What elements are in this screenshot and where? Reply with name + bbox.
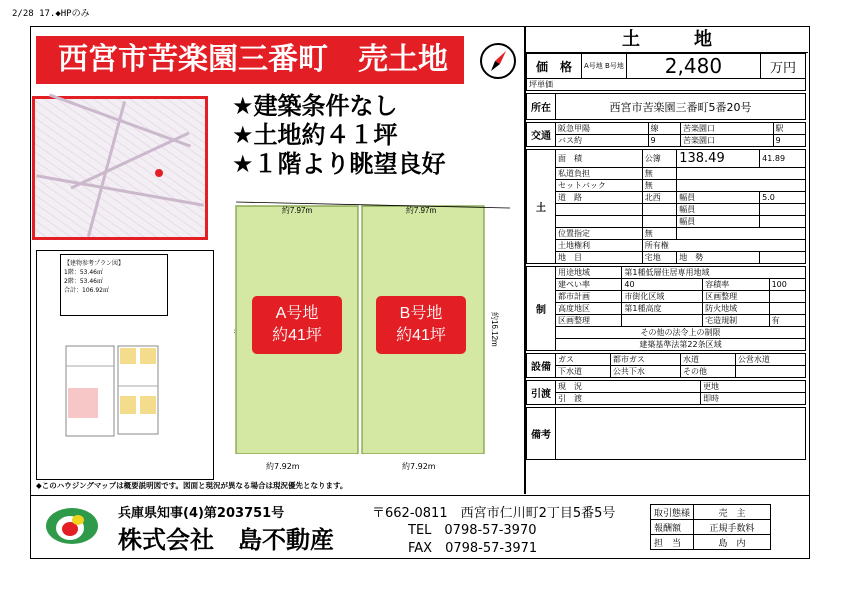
area-tsubo: 41.89 <box>760 150 806 168</box>
walk-min: 9 <box>773 135 806 147</box>
far-label: 容積率 <box>703 279 769 291</box>
sewage-label: 下水道 <box>556 366 611 378</box>
inland: 有 <box>769 315 805 327</box>
chimoku-value: 宅地 <box>642 252 676 264</box>
lot-a-bottom-dim-text: 約7.92m <box>266 462 300 471</box>
company-tel: TEL 0798-57-3970 <box>408 523 537 538</box>
compass-icon <box>480 43 516 79</box>
lot-a-side-dim <box>234 328 236 363</box>
lot-b-top-dim: 約7.97m <box>405 206 437 215</box>
city-plan: 市街化区域 <box>622 291 703 303</box>
price-value: 2,480 <box>626 54 760 79</box>
sewage: 公共下水 <box>610 366 680 378</box>
deal-fee-label: 報酬額 <box>651 520 694 535</box>
handover-sub: 引 渡 <box>556 393 701 405</box>
deal-type-label: 取引態様 <box>651 505 694 520</box>
floor-plan-drawing <box>62 326 172 466</box>
height-label: 高度地区 <box>556 303 622 315</box>
city-plan-label: 都市計画 <box>556 291 622 303</box>
land-table <box>526 149 806 264</box>
rights-value: 所有権 <box>642 240 805 252</box>
handover: 即時 <box>701 393 806 405</box>
lot-plan <box>234 200 510 454</box>
terrain-label: 地 勢 <box>677 252 760 264</box>
traffic-station: 苦楽園口 <box>681 123 774 135</box>
road-width-label: 幅員 <box>677 204 760 216</box>
bus-min: 9 <box>648 135 681 147</box>
lot-b-label: B号地 <box>399 305 443 322</box>
use-area: 第1種低層住居専用地域 <box>622 267 806 279</box>
plan-reference <box>60 254 168 316</box>
area-value: 138.49 <box>677 150 760 168</box>
handover-label: 引渡 <box>527 381 556 405</box>
building-std: 建築基準法第22条区域 <box>556 339 806 351</box>
remarks-table <box>526 407 806 460</box>
feature-list <box>232 92 446 179</box>
bus-stop: 苦楽園口 <box>681 135 774 147</box>
company-address: 〒662-0811 西宮市仁川町2丁目5番5号 <box>372 506 616 521</box>
bcr: 40 <box>622 279 703 291</box>
company-contact <box>408 522 537 558</box>
zone-label: 区画整理 <box>556 315 622 327</box>
facility-label: 設備 <box>527 354 556 378</box>
company-fax: FAX 0798-57-3971 <box>408 541 538 556</box>
facility-table <box>526 353 806 378</box>
remarks-label: 備考 <box>527 408 556 460</box>
status-label: 現 況 <box>556 381 701 393</box>
plan-floor1: 1階：53.46㎡ <box>64 269 103 276</box>
lot-a-label: A号地 <box>275 305 319 322</box>
license-number: 兵庫県知事(4)第203751号 <box>118 506 285 521</box>
road-label: 道 路 <box>556 192 643 204</box>
rights-label: 土地権利 <box>556 240 643 252</box>
limit-label: 制 <box>527 267 556 351</box>
price-lots: A号地 B号地 <box>582 54 627 79</box>
bus-label: バス約 <box>556 135 649 147</box>
location-label: 所在 <box>527 94 556 120</box>
inland-label: 宅造規制 <box>703 315 769 327</box>
other-facility: その他 <box>680 366 735 378</box>
private-road-value: 無 <box>642 168 676 180</box>
fire-label: 防火地域 <box>703 303 769 315</box>
water-label: 水道 <box>680 354 735 366</box>
lot-b-area: 約41坪 <box>396 327 446 344</box>
lot-a-top-dim: 約7.97m <box>281 206 313 215</box>
page-title: 西宮市苦楽園三番町 売土地 <box>36 36 464 84</box>
price-unit: 万円 <box>761 54 806 79</box>
traffic-line: 阪急甲陽 <box>556 123 649 135</box>
setback-value: 無 <box>642 180 676 192</box>
other-law: その他の法令上の制限 <box>556 327 806 339</box>
spec-table <box>526 53 806 91</box>
bcr-label: 建ぺい率 <box>556 279 622 291</box>
feature-item: ★１階より眺望良好 <box>232 150 446 178</box>
deal-table <box>650 504 771 550</box>
company-name: 株式会社 島不動産 <box>118 525 334 554</box>
location-value: 西宮市苦楽園三番町5番20号 <box>556 94 806 120</box>
location-map <box>32 96 208 240</box>
lot-a-area: 約41坪 <box>272 327 322 344</box>
target-marker <box>155 169 163 177</box>
plan-total: 合計：106.92㎡ <box>64 287 109 294</box>
lot-b-side-dim: 約16.12m <box>490 312 499 347</box>
designation-value: 無 <box>642 228 676 240</box>
traffic-table <box>526 122 806 147</box>
traffic-line-suffix: 線 <box>648 123 681 135</box>
area-label: 面 積 <box>556 150 643 168</box>
road-direction: 北西 <box>642 192 676 204</box>
header-note: 2/28 17.◆HPのみ <box>12 9 90 19</box>
road-width: 5.0 <box>760 192 806 204</box>
area-kind: 公簿 <box>642 150 676 168</box>
plan-floor2: 2階：53.46㎡ <box>64 278 103 285</box>
land-readjust: 区画整理 <box>703 291 769 303</box>
deal-staff: 島 内 <box>694 535 771 550</box>
gas: 都市ガス <box>610 354 680 366</box>
disclaimer: ◆このハウジングマップは概要説明図です。図面と現況が異なる場合は現況優先となります。 <box>36 481 348 490</box>
setback-label: セットバック <box>556 180 643 192</box>
traffic-label: 交通 <box>527 123 556 147</box>
water: 公営水道 <box>735 354 805 366</box>
spec-panel <box>526 28 808 460</box>
deal-fee: 正規手数料 <box>694 520 771 535</box>
traffic-station-suffix: 駅 <box>773 123 806 135</box>
company-logo-icon <box>44 506 100 546</box>
designation-label: 位置指定 <box>556 228 643 240</box>
use-area-label: 用途地域 <box>556 267 622 279</box>
category-title: 土 地 <box>526 28 808 53</box>
private-road-label: 私道負担 <box>556 168 643 180</box>
location-table <box>526 93 806 120</box>
deal-type: 売 主 <box>694 505 771 520</box>
plan-title: 【建物参考プラン図】 <box>64 260 125 267</box>
tsubo-label: 坪単価 <box>527 79 806 91</box>
feature-item: ★土地約４１坪 <box>232 121 398 149</box>
limits-table <box>526 266 806 351</box>
price-label: 価 格 <box>527 54 582 79</box>
lot-b-bottom-dim-text: 約7.92m <box>402 462 436 471</box>
gas-label: ガス <box>556 354 611 366</box>
feature-item: ★建築条件なし <box>232 92 398 120</box>
height: 第1種高度 <box>622 303 703 315</box>
status: 更地 <box>701 381 806 393</box>
road-width-label: 幅員 <box>677 192 760 204</box>
deal-staff-label: 担 当 <box>651 535 694 550</box>
land-label: 土 <box>527 150 556 264</box>
road-width-label: 幅員 <box>677 216 760 228</box>
far: 100 <box>769 279 805 291</box>
chimoku-label: 地 目 <box>556 252 643 264</box>
handover-table <box>526 380 806 405</box>
